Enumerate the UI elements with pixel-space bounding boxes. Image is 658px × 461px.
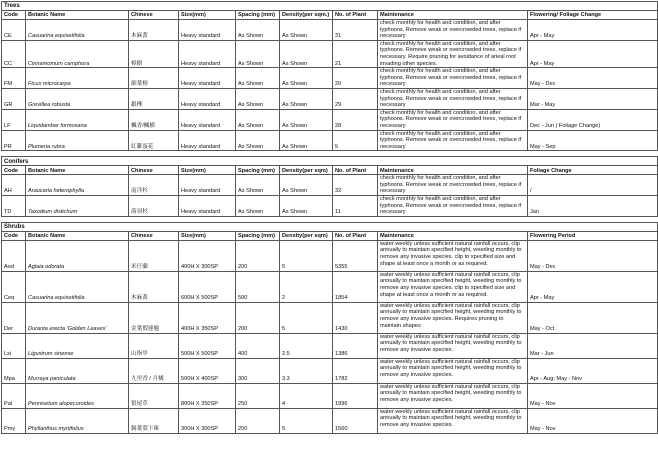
cell-chinese: 木麻黃 bbox=[129, 20, 179, 41]
table-row bbox=[2, 333, 658, 358]
cell-chinese: 九里香 / 月橘 bbox=[129, 358, 179, 383]
cell-size: 300H X 300SP bbox=[179, 408, 236, 433]
table-row bbox=[2, 408, 658, 433]
cell-botanic: Plumeria rubra bbox=[26, 130, 129, 151]
cell-botanic: Ficus microcarpa bbox=[26, 68, 129, 89]
table-row bbox=[2, 40, 658, 67]
cell-chinese: 樟樹 bbox=[129, 40, 179, 67]
shrubs-table bbox=[1, 222, 658, 434]
plant-schedule bbox=[0, 1, 658, 434]
table-row bbox=[2, 88, 658, 109]
cell-flowering: May - Nov bbox=[528, 408, 658, 433]
column-header: Chinese bbox=[129, 231, 179, 240]
cell-botanic: Araucaria heterophylla bbox=[26, 175, 129, 196]
cell-density: As Shown bbox=[280, 68, 333, 89]
cell-size: 400H X 350SP bbox=[179, 302, 236, 333]
cell-code: TD bbox=[2, 196, 26, 217]
cell-size: 500H X 500SP bbox=[179, 333, 236, 358]
table-row bbox=[2, 302, 658, 333]
cell-spacing: As Shown bbox=[236, 175, 280, 196]
cell-botanic: Taxodium distichum bbox=[26, 196, 129, 217]
cell-density: As Shown bbox=[280, 196, 333, 217]
cell-botanic: Aglaia odorata bbox=[26, 240, 129, 271]
column-header: Botanic Name bbox=[26, 166, 129, 175]
cell-flowering: Dec - Jun ( Foliage Change) bbox=[528, 109, 658, 130]
shrubs-header-row bbox=[2, 231, 658, 240]
table-row bbox=[2, 175, 658, 196]
cell-spacing: As Shown bbox=[236, 20, 280, 41]
cell-flowering: May - Dec bbox=[528, 68, 658, 89]
cell-chinese: 南洋杉 bbox=[129, 175, 179, 196]
cell-size: 500H X 400SP bbox=[179, 358, 236, 383]
cell-density: 2 bbox=[280, 271, 333, 302]
table-row bbox=[2, 271, 658, 302]
cell-maintenance: check monthly for health and condition, and after typhoons. Remove weak or overcrowded trees, replace if necessary bbox=[378, 109, 528, 130]
cell-spacing: 300 bbox=[236, 358, 280, 383]
cell-code: CC bbox=[2, 40, 26, 67]
cell-size: Heavy standard bbox=[179, 196, 236, 217]
cell-code: FM bbox=[2, 68, 26, 89]
cell-code: Lsi bbox=[2, 333, 26, 358]
cell-spacing: 500 bbox=[236, 271, 280, 302]
cell-flowering: Jan bbox=[528, 196, 658, 217]
column-header: No. of Plant bbox=[333, 231, 378, 240]
column-header: Chinese bbox=[129, 11, 179, 20]
cell-spacing: As Shown bbox=[236, 40, 280, 67]
column-header: Size(mm) bbox=[179, 231, 236, 240]
cell-spacing: As Shown bbox=[236, 88, 280, 109]
cell-count: 1782 bbox=[333, 358, 378, 383]
cell-flowering: Apr - May bbox=[528, 271, 658, 302]
conifers-section-title: Conifers bbox=[2, 157, 658, 166]
cell-density: 4 bbox=[280, 383, 333, 408]
cell-density: 5 bbox=[280, 408, 333, 433]
cell-count: 20 bbox=[333, 68, 378, 89]
cell-spacing: As Shown bbox=[236, 109, 280, 130]
table-row bbox=[2, 240, 658, 271]
cell-density: 5 bbox=[280, 302, 333, 333]
cell-botanic: Pennisetum alopecuroides bbox=[26, 383, 129, 408]
cell-maintenance: check monthly for health and condition, and after typhoons. Remove weak or overcrowded trees, replace if necessary. Require pruning for avoidance of arieal root invading other species. bbox=[378, 40, 528, 67]
column-header: Spacing (mm) bbox=[236, 231, 280, 240]
cell-maintenance: water weekly unless sufficient natural rainfall occurs, clip annually to maintain specified height, weeding monthly to remove any invasive species. bbox=[378, 408, 528, 433]
table-row bbox=[2, 383, 658, 408]
cell-size: Heavy standard bbox=[179, 130, 236, 151]
cell-spacing: As Shown bbox=[236, 68, 280, 89]
cell-count: 5355 bbox=[333, 240, 378, 271]
cell-flowering: Apr - May bbox=[528, 40, 658, 67]
cell-maintenance: water weekly unless sufficient natural rainfall occurs, clip annually to maintain specified height, weeding monthly to remove any invasive species. clip to specified size and shape at least once a month or as required. bbox=[378, 240, 528, 271]
cell-botanic: Grevillea robusta bbox=[26, 88, 129, 109]
cell-maintenance: water weekly unless sufficient natural rainfall occurs, clip annually to maintain specified height, weeding monthly to remove any invasive species. bbox=[378, 383, 528, 408]
cell-count: 31 bbox=[333, 20, 378, 41]
column-header: Foliage Change bbox=[528, 166, 658, 175]
cell-density: As Shown bbox=[280, 130, 333, 151]
cell-spacing: 200 bbox=[236, 408, 280, 433]
cell-botanic: Ligustrum sinense bbox=[26, 333, 129, 358]
column-header: Chinese bbox=[129, 166, 179, 175]
cell-flowering: May - Sep bbox=[528, 130, 658, 151]
cell-code: Der bbox=[2, 302, 26, 333]
cell-spacing: As Shown bbox=[236, 130, 280, 151]
cell-chinese: 楓香/楓樹 bbox=[129, 109, 179, 130]
cell-count: 29 bbox=[333, 88, 378, 109]
cell-code: CE bbox=[2, 20, 26, 41]
cell-count: 11 bbox=[333, 196, 378, 217]
cell-size: Heavy standard bbox=[179, 88, 236, 109]
cell-maintenance: check monthly for health and condition, and after typhoons. Remove weak or overcrowded trees, replace if necessary bbox=[378, 130, 528, 151]
cell-density: As Shown bbox=[280, 88, 333, 109]
conifers-title-row bbox=[2, 157, 658, 166]
cell-flowering: May - Oct bbox=[528, 302, 658, 333]
column-header: Code bbox=[2, 11, 26, 20]
cell-maintenance: check monthly for health and condition, and after typhoons. Remove weak or overcrowded trees, replace if necessary bbox=[378, 88, 528, 109]
column-header: Density(per sqm) bbox=[280, 231, 333, 240]
column-header: Maintenance bbox=[378, 231, 528, 240]
cell-spacing: 200 bbox=[236, 302, 280, 333]
cell-flowering: May - Nov bbox=[528, 383, 658, 408]
cell-size: Heavy standard bbox=[179, 40, 236, 67]
column-header: Code bbox=[2, 231, 26, 240]
cell-code: Pal bbox=[2, 383, 26, 408]
cell-spacing: 200 bbox=[236, 240, 280, 271]
cell-code: Pmy bbox=[2, 408, 26, 433]
cell-density: 5 bbox=[280, 240, 333, 271]
cell-maintenance: water weekly unless sufficient natural rainfall occurs, clip annually to maintain specified height, weeding monthly to remove any invasive species. bbox=[378, 333, 528, 358]
cell-chinese: 紅雞蛋花 bbox=[129, 130, 179, 151]
cell-botanic: Phyllanthus myrtifolius bbox=[26, 408, 129, 433]
cell-density: As Shown bbox=[280, 109, 333, 130]
cell-maintenance: check monthly for health and condition, and after typhoons. Remove weak or overcrowded trees, replace if necessary bbox=[378, 196, 528, 217]
cell-chinese: 落羽杉 bbox=[129, 196, 179, 217]
cell-size: 600H X 500SP bbox=[179, 271, 236, 302]
column-header: Spacing (mm) bbox=[236, 11, 280, 20]
column-header: Code bbox=[2, 166, 26, 175]
column-header: No. of Plant bbox=[333, 11, 378, 20]
cell-flowering: Mar - Jun bbox=[528, 333, 658, 358]
column-header: Size(mm) bbox=[179, 166, 236, 175]
cell-size: Heavy standard bbox=[179, 175, 236, 196]
cell-count: 1560 bbox=[333, 408, 378, 433]
cell-count: 1430 bbox=[333, 302, 378, 333]
column-header: Maintenance bbox=[378, 11, 528, 20]
cell-code: AH bbox=[2, 175, 26, 196]
cell-size: Heavy standard bbox=[179, 109, 236, 130]
cell-chinese: 米仔蘭 bbox=[129, 240, 179, 271]
cell-chinese: 木麻黃 bbox=[129, 271, 179, 302]
cell-flowering: Mar - May bbox=[528, 88, 658, 109]
trees-section-title: Trees bbox=[2, 2, 658, 11]
cell-botanic: Casuarina equisetifolia bbox=[26, 271, 129, 302]
column-header: Flowering Period bbox=[528, 231, 658, 240]
trees-header-row bbox=[2, 11, 658, 20]
cell-density: 3.3 bbox=[280, 358, 333, 383]
column-header: No. of Plant bbox=[333, 166, 378, 175]
table-row bbox=[2, 358, 658, 383]
table-row bbox=[2, 68, 658, 89]
cell-maintenance: water weekly unless sufficient natural rainfall occurs, clip annually to maintain specified height, weeding monthly to remove any invasive species. clip to specified size and shape at least once a month or as required. bbox=[378, 271, 528, 302]
cell-botanic: Murraya paniculata bbox=[26, 358, 129, 383]
column-header: Density(per sqm) bbox=[280, 166, 333, 175]
conifers-table bbox=[1, 156, 658, 217]
cell-chinese: 銀樺 bbox=[129, 88, 179, 109]
cell-botanic: Duranta erecta 'Golden Leaves' bbox=[26, 302, 129, 333]
cell-chinese: 山指甲 bbox=[129, 333, 179, 358]
cell-density: As Shown bbox=[280, 175, 333, 196]
cell-maintenance: water weekly unless sufficient natural rainfall occurs, clip annually to maintain specified height, weeding monthly to remove any invasive species. Requires pruning to maintain shapes bbox=[378, 302, 528, 333]
cell-count: 28 bbox=[333, 109, 378, 130]
table-row bbox=[2, 130, 658, 151]
cell-maintenance: check monthly for health and condition, and after typhoons. Remove weak or overcrowded trees, replace if necessary bbox=[378, 175, 528, 196]
column-header: Botanic Name bbox=[26, 231, 129, 240]
table-row bbox=[2, 20, 658, 41]
cell-flowering: / bbox=[528, 175, 658, 196]
cell-chinese: 錫葉葉下珠 bbox=[129, 408, 179, 433]
cell-chinese: 細葉榕 bbox=[129, 68, 179, 89]
cell-flowering: May - Dec bbox=[528, 240, 658, 271]
cell-spacing: 400 bbox=[236, 333, 280, 358]
cell-code: Mpa bbox=[2, 358, 26, 383]
cell-density: 2.5 bbox=[280, 333, 333, 358]
trees-title-row bbox=[2, 2, 658, 11]
cell-spacing: As Shown bbox=[236, 196, 280, 217]
cell-chinese: 狼尾草 bbox=[129, 383, 179, 408]
cell-count: 32 bbox=[333, 175, 378, 196]
cell-code: Ceq bbox=[2, 271, 26, 302]
cell-botanic: Casuarina equisetifolia bbox=[26, 20, 129, 41]
cell-maintenance: water weekly unless sufficient natural rainfall occurs, clip annually to maintain specified height, weeding monthly to remove any invasive species. bbox=[378, 358, 528, 383]
cell-code: PR bbox=[2, 130, 26, 151]
cell-chinese: 金葉假連翹 bbox=[129, 302, 179, 333]
column-header: Spacing (mm) bbox=[236, 166, 280, 175]
column-header: Botanic Name bbox=[26, 11, 129, 20]
trees-table bbox=[1, 1, 658, 151]
cell-size: Heavy standard bbox=[179, 68, 236, 89]
cell-count: 1386 bbox=[333, 333, 378, 358]
column-header: Flowering/ Foliage Change bbox=[528, 11, 658, 20]
conifers-header-row bbox=[2, 166, 658, 175]
cell-code: Aod bbox=[2, 240, 26, 271]
cell-count: 1996 bbox=[333, 383, 378, 408]
cell-code: LF bbox=[2, 109, 26, 130]
cell-size: 800H X 350SP bbox=[179, 383, 236, 408]
cell-size: Heavy standard bbox=[179, 20, 236, 41]
table-row bbox=[2, 109, 658, 130]
cell-maintenance: check monthly for health and condition, and after typhoons. Remove weak or overcrowded trees, replace if necessary bbox=[378, 68, 528, 89]
shrubs-title-row bbox=[2, 222, 658, 231]
column-header: Density(per sqm.) bbox=[280, 11, 333, 20]
column-header: Maintenance bbox=[378, 166, 528, 175]
table-row bbox=[2, 196, 658, 217]
cell-spacing: 250 bbox=[236, 383, 280, 408]
cell-density: As Shown bbox=[280, 40, 333, 67]
cell-count: 21 bbox=[333, 40, 378, 67]
cell-flowering: Apr - Aug; May - Nov bbox=[528, 358, 658, 383]
cell-botanic: Liquidambar formosana bbox=[26, 109, 129, 130]
cell-flowering: Apr - May bbox=[528, 20, 658, 41]
cell-density: As Shown bbox=[280, 20, 333, 41]
cell-maintenance: check monthly for health and condition, and after typhoons. Remove weak or overcrowded trees, replace if necessary bbox=[378, 20, 528, 41]
cell-botanic: Cinnamomum camphora bbox=[26, 40, 129, 67]
shrubs-section-title: Shrubs bbox=[2, 222, 658, 231]
cell-count: 5 bbox=[333, 130, 378, 151]
cell-count: 1854 bbox=[333, 271, 378, 302]
cell-code: GR bbox=[2, 88, 26, 109]
cell-size: 400H X 300SP bbox=[179, 240, 236, 271]
column-header: Size(mm) bbox=[179, 11, 236, 20]
